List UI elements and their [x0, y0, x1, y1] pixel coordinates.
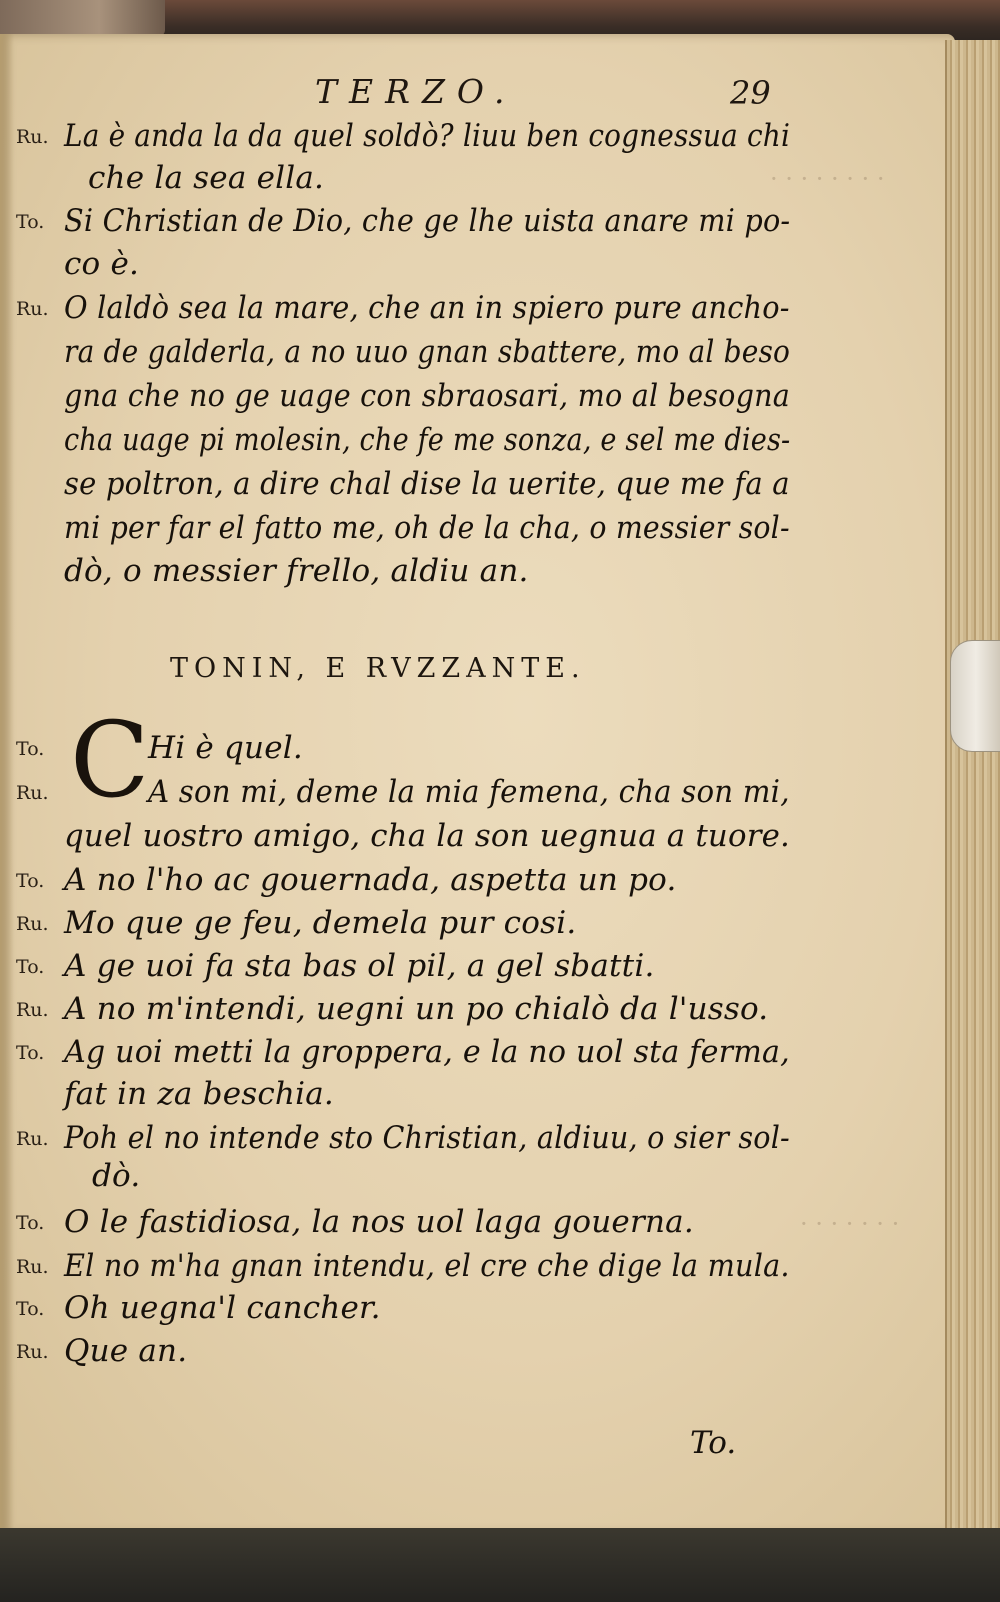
text-line: O laldò sea la mare, che an in spiero pure ancho- — [64, 290, 790, 326]
speaker-tag: Ru. — [16, 913, 49, 935]
text-line: O le fastidiosa, la nos uol laga gouerna. — [64, 1204, 694, 1240]
running-header — [315, 72, 795, 112]
speaker-tag: Ru. — [16, 126, 49, 148]
text-line: gna che no ge uage con sbraosari, mo al besogna — [64, 378, 790, 414]
text-line: Mo que ge feu, demela pur cosi. — [64, 905, 577, 941]
text-line: cha uage pi molesin, che fe me sonza, e sel me dies- — [64, 422, 791, 458]
text-line: dò. — [92, 1158, 141, 1194]
speaker-tag: Ru. — [16, 782, 49, 804]
speaker-tag: Ru. — [16, 1341, 49, 1363]
page-edges — [945, 40, 1000, 1530]
bleed-through-text: · · · · · · · — [800, 1210, 900, 1238]
speaker-tag: Ru. — [16, 1256, 49, 1278]
text-line: El no m'ha gnan intendu, el cre che dige la mula. — [64, 1248, 790, 1284]
text-line: Ag uoi metti la groppera, e la no uol sta ferma, — [64, 1034, 790, 1070]
speaker-tag: To. — [16, 1042, 45, 1064]
speaker-tag: To. — [16, 211, 45, 233]
speaker-tag: To. — [16, 1212, 45, 1234]
page-gutter — [0, 34, 14, 1534]
text-line: dò, o messier frello, aldiu an. — [64, 553, 529, 589]
scene-heading: TONIN, E RVZZANTE. — [170, 653, 586, 684]
speaker-tag: To. — [16, 956, 45, 978]
catchword: To. — [690, 1425, 737, 1461]
text-line: se poltron, a dire chal dise la uerite, que me fa a — [64, 466, 790, 502]
text-line: A no l'ho ac gouernada, aspetta un po. — [64, 862, 677, 898]
text-line: A ge uoi fa sta bas ol pil, a gel sbatti. — [64, 948, 655, 984]
drop-capital: C — [70, 699, 150, 821]
text-line: fat in za beschia. — [64, 1076, 334, 1112]
text-line: Que an. — [64, 1333, 188, 1369]
book-spine-tab — [0, 0, 165, 36]
speaker-tag: Ru. — [16, 1128, 49, 1150]
bleed-through-text: · · · · · · · · — [770, 165, 885, 193]
book-cover-bottom — [0, 1528, 1000, 1602]
page-number: 29 — [730, 74, 771, 112]
bookmark-clip — [950, 640, 1000, 752]
text-line: A son mi, deme la mia femena, cha son mi, — [148, 774, 790, 810]
text-line: A no m'intendi, uegni un po chialò da l'usso. — [64, 991, 769, 1027]
text-line: Oh uegna'l cancher. — [64, 1290, 381, 1326]
text-line: La è anda la da quel soldò? liuu ben cognessua chi — [64, 118, 791, 154]
text-line: che la sea ella. — [88, 160, 325, 196]
text-line: Poh el no intende sto Christian, aldiuu, o sier sol- — [64, 1120, 790, 1156]
text-line: Si Christian de Dio, che ge lhe uista anare mi po- — [64, 203, 791, 239]
speaker-tag: To. — [16, 870, 45, 892]
text-line: Hi è quel. — [148, 730, 303, 766]
speaker-tag: To. — [16, 1298, 45, 1320]
text-line: quel uostro amigo, cha la son uegnua a tuore. — [64, 818, 791, 854]
header-title: TERZO. — [315, 72, 517, 111]
text-line: ra de galderla, a no uuo gnan sbattere, mo al beso — [64, 334, 791, 370]
text-line: co è. — [64, 246, 140, 282]
speaker-tag: To. — [16, 738, 45, 760]
speaker-tag: Ru. — [16, 999, 49, 1021]
text-line: mi per far el fatto me, oh de la cha, o messier sol- — [64, 510, 790, 546]
speaker-tag: Ru. — [16, 298, 49, 320]
